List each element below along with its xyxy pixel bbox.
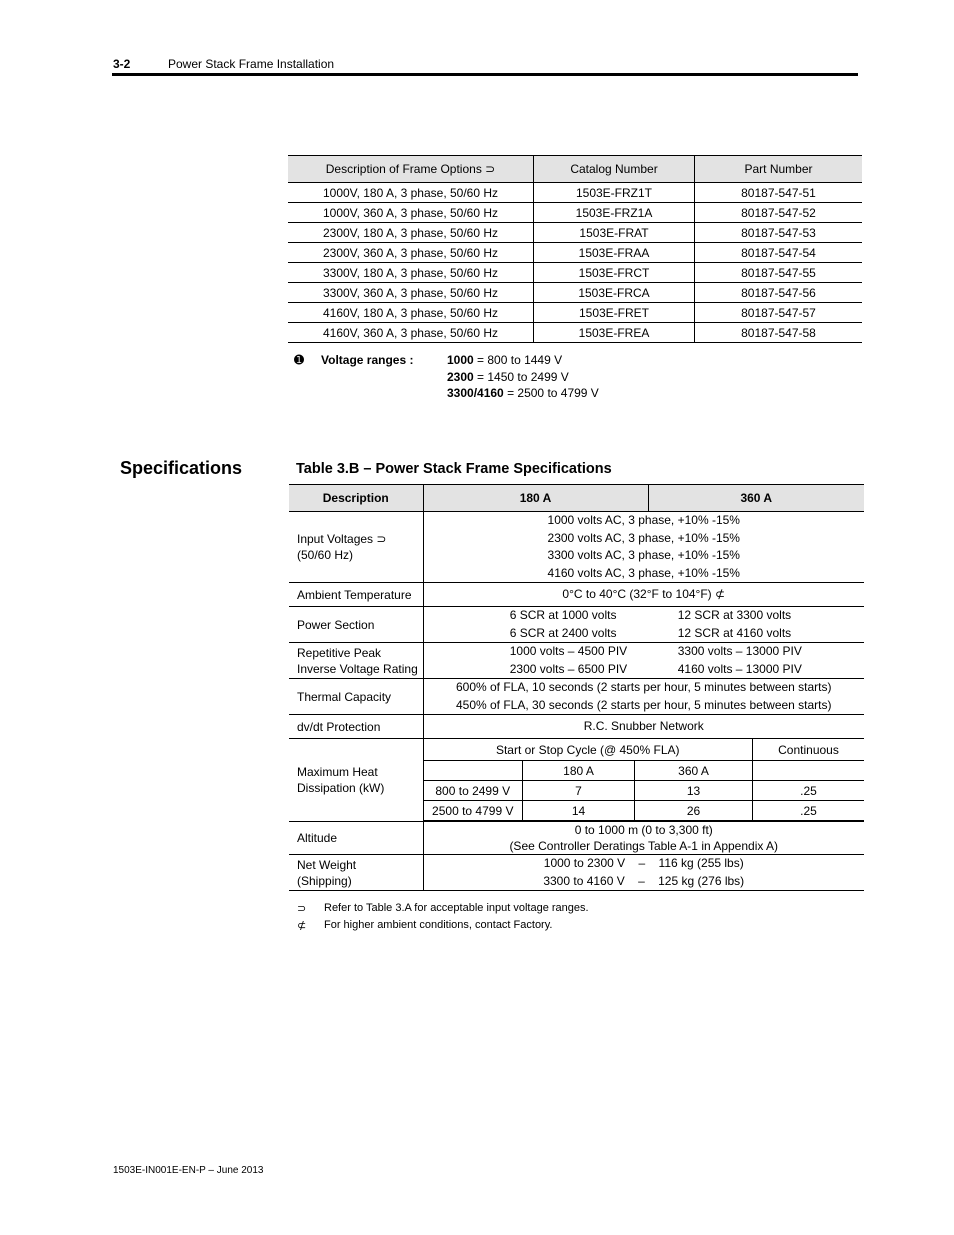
table-cell: 2300V, 360 A, 3 phase, 50/60 Hz	[288, 243, 534, 263]
table-cell: 4160V, 180 A, 3 phase, 50/60 Hz	[288, 303, 534, 323]
footnote-symbol: ⊄	[297, 920, 307, 932]
table-row	[289, 512, 864, 583]
voltage-range-item: 1000 = 800 to 1449 V	[447, 353, 563, 367]
heat-cell: 2500 to 4799 V	[424, 801, 523, 821]
table-row	[288, 263, 862, 283]
weight-row: 1000 to 2300 V – 116 kg (255 lbs)	[543, 856, 744, 870]
altitude-values: 0 to 1000 m (0 to 3,300 ft) (See Controller Deratings Table A-1 in Appendix A)	[423, 822, 864, 855]
cycle-header: Start or Stop Cycle (@ 450% FLA)	[424, 739, 753, 761]
dvdt-value: R.C. Snubber Network	[423, 715, 864, 739]
header-rule	[112, 73, 858, 76]
row-label: Maximum Heat Dissipation (kW)	[289, 739, 423, 822]
table-row	[289, 583, 864, 607]
heat-cell	[424, 761, 523, 781]
table-row	[289, 607, 864, 643]
table-caption: Table 3.B – Power Stack Frame Specifications	[296, 461, 612, 477]
piv-360: 3300 volts – 13000 PIV 4160 volts – 13000 PIV	[677, 644, 802, 676]
table-row	[289, 715, 864, 739]
table-cell: 80187-547-56	[695, 283, 863, 303]
table-header-row	[289, 485, 864, 512]
piv-180: 1000 volts – 4500 PIV 2300 volts – 6500 PIV	[509, 644, 628, 676]
table-cell: 1503E-FRZ1T	[534, 183, 695, 203]
frame-options-table	[288, 155, 862, 343]
table-cell: 80187-547-57	[695, 303, 863, 323]
footnote-text: For higher ambient conditions, contact Factory.	[324, 919, 553, 931]
input-voltages-values: 1000 volts AC, 3 phase, +10% -15% 2300 volts AC, 3 phase, +10% -15% 3300 volts AC, 3 phase, +10% -15% 4160 volts AC, 3 phase, +10% -15%	[423, 512, 864, 583]
table-cell: 1000V, 360 A, 3 phase, 50/60 Hz	[288, 203, 534, 223]
table-row	[288, 243, 862, 263]
row-label: Input Voltages ⊃ (50/60 Hz)	[289, 512, 423, 583]
column-header: Catalog Number	[534, 156, 695, 183]
row-label: Power Section	[289, 607, 423, 643]
specifications-table	[289, 484, 864, 891]
piv-values	[423, 643, 864, 679]
table-row	[288, 183, 862, 203]
heat-cell: 7	[523, 781, 635, 801]
column-header: 180 A	[423, 485, 648, 512]
footnote-symbol: ⊃	[297, 903, 307, 915]
table-cell: 1503E-FRET	[534, 303, 695, 323]
table-row	[288, 323, 862, 343]
table-cell: 3300V, 180 A, 3 phase, 50/60 Hz	[288, 263, 534, 283]
table-cell: 1503E-FRZ1A	[534, 203, 695, 223]
heat-subtable	[424, 739, 865, 821]
column-header: 360 A	[648, 485, 864, 512]
table-cell: 80187-547-51	[695, 183, 863, 203]
table-cell: 3300V, 360 A, 3 phase, 50/60 Hz	[288, 283, 534, 303]
table-row	[289, 822, 864, 855]
thermal-values: 600% of FLA, 10 seconds (2 starts per hour, 5 minutes between starts) 450% of FLA, 30 seconds (2 starts per hour, 5 minutes between starts)	[423, 679, 864, 715]
table-cell: 4160V, 360 A, 3 phase, 50/60 Hz	[288, 323, 534, 343]
footnote-symbol: ➊	[294, 353, 305, 367]
heat-cell: 26	[635, 801, 753, 821]
heat-cell: .25	[753, 781, 865, 801]
voltage-range-item: 3300/4160 = 2500 to 4799 V	[447, 386, 599, 400]
heat-dissipation-table	[423, 739, 864, 822]
ambient-value: 0°C to 40°C (32°F to 104°F) ⊄	[423, 583, 864, 607]
table-cell: 80187-547-54	[695, 243, 863, 263]
weight-row: 3300 to 4160 V – 125 kg (276 lbs)	[543, 873, 745, 888]
table-header-row	[288, 156, 862, 183]
table-row	[288, 283, 862, 303]
heat-subheader-row	[424, 761, 865, 781]
table-cell: 2300V, 180 A, 3 phase, 50/60 Hz	[288, 223, 534, 243]
heat-cell: 13	[635, 781, 753, 801]
row-label: Net Weight (Shipping)	[289, 855, 423, 891]
row-label: Altitude	[289, 822, 423, 855]
footer-doc-id: 1503E-IN001E-EN-P – June 2013	[113, 1165, 264, 1176]
table-row	[288, 223, 862, 243]
table-row	[288, 203, 862, 223]
specifications-heading: Specifications	[120, 458, 243, 478]
table-cell: 1503E-FRCA	[534, 283, 695, 303]
table-cell: 1503E-FRAT	[534, 223, 695, 243]
row-label: Repetitive Peak Inverse Voltage Rating	[289, 643, 423, 679]
table-cell: 80187-547-53	[695, 223, 863, 243]
power-section-360: 12 SCR at 3300 volts 12 SCR at 4160 volts	[677, 608, 792, 640]
table-row	[288, 303, 862, 323]
footnote-text: Refer to Table 3.A for acceptable input voltage ranges.	[324, 902, 589, 914]
power-section-180: 6 SCR at 1000 volts 6 SCR at 2400 volts	[509, 608, 617, 640]
voltage-range-item: 2300 = 1450 to 2499 V	[447, 369, 569, 384]
page-number: 3-2	[113, 57, 131, 71]
heat-row	[424, 781, 865, 801]
table-cell: 80187-547-58	[695, 323, 863, 343]
heat-subheader: 360 A	[635, 761, 753, 781]
section-title: Power Stack Frame Installation	[168, 57, 335, 71]
column-header: Description of Frame Options ⊃	[288, 156, 534, 183]
heat-cell: 800 to 2499 V	[424, 781, 523, 801]
table-row	[289, 643, 864, 679]
row-label: dv/dt Protection	[289, 715, 423, 739]
table-row	[289, 739, 864, 822]
table-cell: 80187-547-52	[695, 203, 863, 223]
voltage-ranges-label: Voltage ranges :	[321, 353, 414, 367]
power-section-values	[423, 607, 864, 643]
heat-subheader: 180 A	[523, 761, 635, 781]
table-row	[289, 855, 864, 891]
heat-cell: .25	[753, 801, 865, 821]
row-label: Ambient Temperature	[289, 583, 423, 607]
row-label: Thermal Capacity	[289, 679, 423, 715]
table-row	[289, 679, 864, 715]
table-cell: 1503E-FREA	[534, 323, 695, 343]
table-cell: 1000V, 180 A, 3 phase, 50/60 Hz	[288, 183, 534, 203]
weight-values	[423, 855, 864, 891]
table-cell: 1503E-FRAA	[534, 243, 695, 263]
heat-row	[424, 801, 865, 821]
column-header: Description	[289, 485, 423, 512]
table-cell: 1503E-FRCT	[534, 263, 695, 283]
heat-cell: 14	[523, 801, 635, 821]
continuous-header: Continuous	[753, 739, 865, 761]
column-header: Part Number	[695, 156, 863, 183]
table-cell: 80187-547-55	[695, 263, 863, 283]
heat-cell	[753, 761, 865, 781]
heat-header-row	[424, 739, 865, 761]
voltage-ranges	[447, 352, 599, 402]
